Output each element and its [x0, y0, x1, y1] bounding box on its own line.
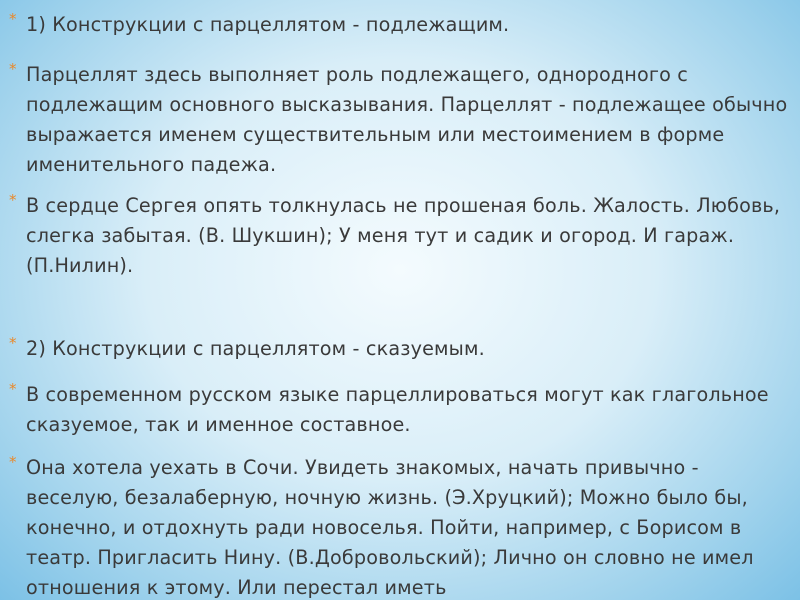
bullet-item [9, 334, 791, 364]
bullet-star-icon: * [9, 453, 17, 471]
bullet-text: В современном русском языке парцеллироваться могут как глагольное сказуемое, так и именное составное. [26, 383, 769, 436]
bullet-text: 1) Конструкции с парцеллятом - подлежащим. [26, 13, 510, 36]
bullet-item [9, 453, 791, 600]
bullet-star-icon: * [9, 60, 17, 78]
bullet-star-icon: * [9, 191, 17, 209]
bullet-star-icon: * [9, 10, 17, 28]
bullet-star-icon: * [9, 380, 17, 398]
bullet-text: 2) Конструкции с парцеллятом - сказуемым. [26, 337, 485, 360]
bullet-text: В сердце Сергея опять толкнулась не прошеная боль. Жалость. Любовь, слегка забытая. (В. Шукшин); У меня тут и садик и огород. И гараж. (П.Нилин). [26, 194, 781, 277]
bullet-item [9, 191, 791, 281]
bullet-star-icon: * [9, 334, 17, 352]
bullet-text: Парцеллят здесь выполняет роль подлежащего, однородного с подлежащим основного высказывания. Парцеллят - подлежащее обычно выражается именем существительным или местоимением в форме именительного падежа. [26, 63, 788, 176]
bullet-text: Она хотела уехать в Сочи. Увидеть знакомых, начать привычно - веселую, безалаберную, ночную жизнь. (Э.Хруцкий); Можно было бы, конечно, и отдохнуть ради новоселья. Пойти, например, с Борисом в театр. Пригласить Нину. (В.Добровольский); Лично он словно не имел отношения к этому. Или перестал иметь [26, 456, 754, 599]
bullet-item [9, 10, 791, 40]
bullet-item [9, 380, 791, 440]
bullet-item [9, 60, 791, 180]
